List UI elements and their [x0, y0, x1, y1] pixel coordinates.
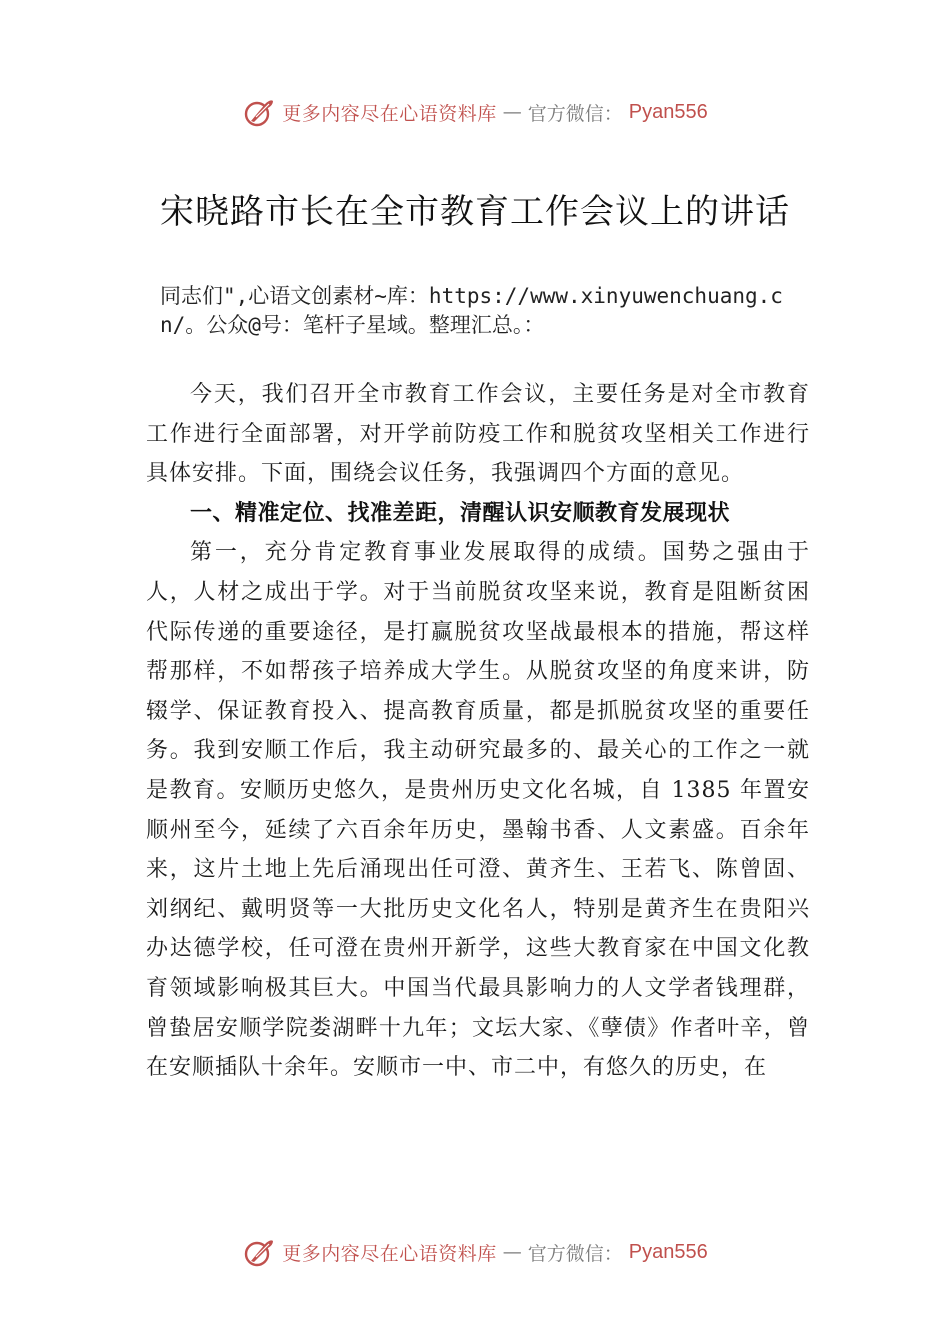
banner-promo-text: 更多内容尽在心语资料库 [282, 102, 497, 125]
banner-separator: — [502, 1241, 522, 1263]
footer-banner [0, 1232, 950, 1272]
banner-wechat-label: 官方微信： [527, 102, 623, 125]
banner-wechat-id: Pyan556 [628, 100, 708, 123]
paragraph-achievements: 第一，充分肯定教育事业发展取得的成绩。国势之强由于人，人材之成出于学。对于当前脱贫攻坚来说，教育是阻断贫困代际传递的重要途径，是打赢脱贫攻坚战最根本的措施，帮这样帮那样，不如帮孩子培养成大学生。从脱贫攻坚的角度来讲，防辍学、保证教育投入、提高教育质量，都是抓脱贫攻坚的重要任务。我到安顺工作后，我主动研究最多的、最关心的工作之一就是教育。安顺历史悠久，是贵州历史文化名城，自 1385 年置安顺州至今，延续了六百余年历史，墨翰书香、人文素盛。百余年来，这片土地上先后涌现出任可澄、黄齐生、王若飞、陈曾固、刘纲纪、戴明贤等一大批历史文化名人，特别是黄齐生在贵阳兴办达德学校，任可澄在贵州开新学，这些大教育家在中国文化教育领域影响极其巨大。中国当代最具影响力的人文学者钱理群，曾蛰居安顺学院娄湖畔十九年；文坛大家、《孽债》作者叶辛，曾在安顺插队十余年。安顺市一中、市二中，有悠久的历史，在 [146, 540, 810, 1081]
document-body [146, 375, 810, 1088]
quill-logo-icon [242, 95, 276, 129]
banner-wechat-label: 官方微信： [527, 1242, 623, 1265]
paragraph-intro: 今天，我们召开全市教育工作会议，主要任务是对全市教育工作进行全面部署，对开学前防疫工作和脱贫攻坚相关工作进行具体安排。下面，围绕会议任务，我强调四个方面的意见。 [146, 382, 810, 487]
source-line: 同志们",心语文创素材~库：https://www.xinyuwenchuang.cn/。公众@号：笔杆子星域。整理汇总。： [160, 284, 783, 337]
quill-logo-icon [242, 1235, 276, 1269]
banner-separator: — [502, 101, 522, 123]
header-banner [0, 92, 950, 132]
document-title: 宋晓路市长在全市教育工作会议上的讲话 [160, 192, 790, 232]
section-heading-1: 一、精准定位、找准差距，清醒认识安顺教育发展现状 [190, 500, 731, 526]
banner-promo-text: 更多内容尽在心语资料库 [282, 1242, 497, 1265]
banner-wechat-id: Pyan556 [628, 1240, 708, 1263]
